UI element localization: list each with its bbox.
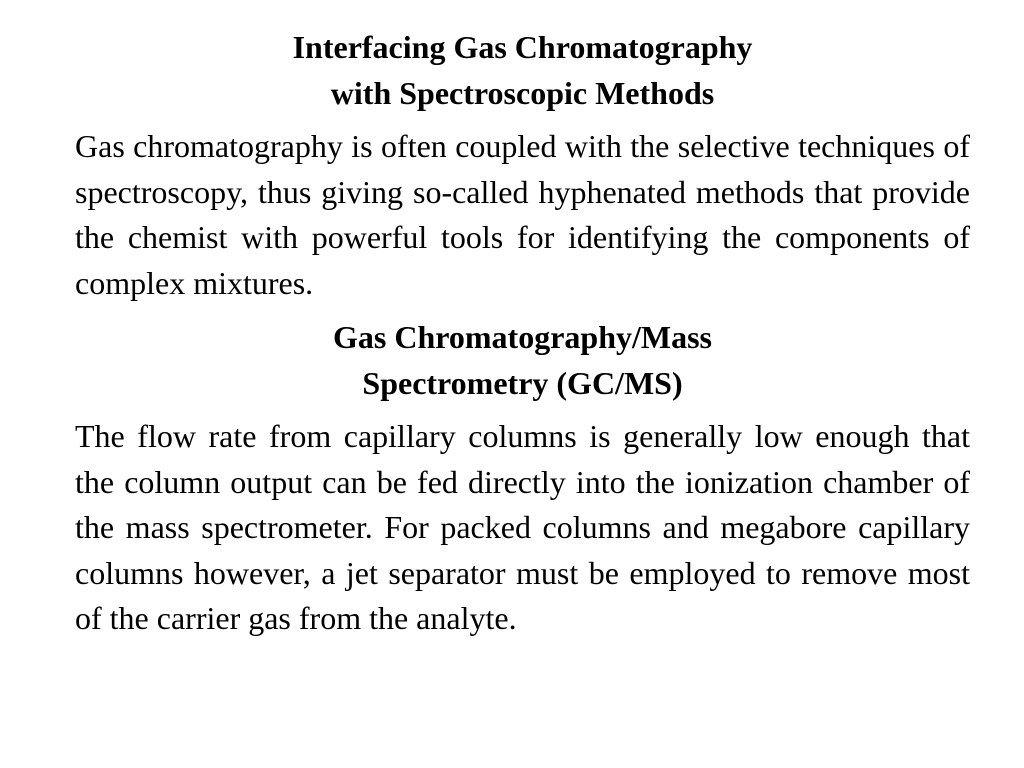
section2-heading [75, 314, 970, 406]
section1-heading-line2: with Spectroscopic Methods [330, 75, 715, 111]
section2-heading-line1: Gas Chromatography/Mass [333, 319, 712, 355]
section1-heading [75, 24, 970, 116]
section1-paragraph: Gas chromatography is often coupled with the selective techniques of spectroscopy, thus giving so-called hyphenated methods that provide the chemist with powerful tools for identifying the components of complex mixtures. [75, 128, 970, 301]
section1-heading-line1: Interfacing Gas Chromatography [292, 29, 753, 65]
slide-content [75, 24, 970, 642]
section2-paragraph: The flow rate from capillary columns is generally low enough that the column output can be fed directly into the ionization chamber of the mass spectrometer. For packed columns and megabore capillary columns however, a jet separator must be employed to remove most of the carrier gas from the analyte. [75, 418, 970, 636]
section2-heading-line2: Spectrometry (GC/MS) [362, 365, 683, 401]
